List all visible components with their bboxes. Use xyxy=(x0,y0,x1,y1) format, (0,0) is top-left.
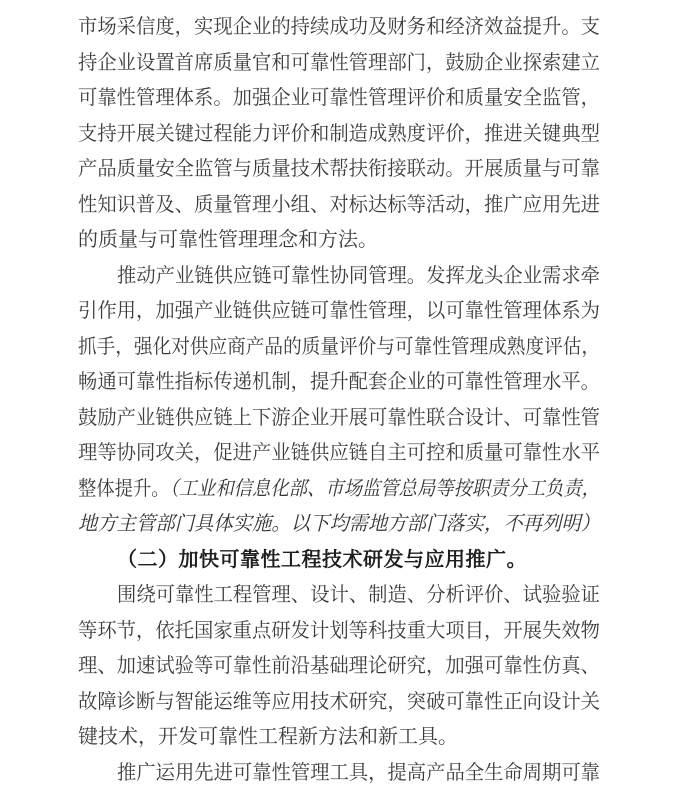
text-line xyxy=(78,294,600,330)
text-line xyxy=(78,436,600,472)
text-line-content xyxy=(117,756,600,792)
text-line xyxy=(78,10,600,46)
text-line-content xyxy=(78,223,378,259)
text-line-content xyxy=(78,472,600,508)
text-segment-song: 畅通可靠性指标传递机制，提升配套企业的可靠性管理水平。 xyxy=(78,371,600,393)
text-segment-song: 抓手，强化对供应商产品的质量评价与可靠性管理成熟度评估， xyxy=(78,335,600,358)
text-line xyxy=(78,614,600,650)
text-line-content xyxy=(117,259,600,295)
text-segment-song: 围绕可靠性工程管理、设计、制造、分析评价、试验验证 xyxy=(117,584,600,606)
text-line-content xyxy=(78,401,600,437)
text-line xyxy=(78,188,600,224)
text-line-content xyxy=(78,685,600,721)
text-line xyxy=(78,46,600,82)
text-segment-song: 引作用，加强产业链供应链可靠性管理，以可靠性管理体系为 xyxy=(78,300,600,322)
text-segment-song: 性知识普及、质量管理小组、对标达标等活动，推广应用先进 xyxy=(78,193,600,216)
text-line-content xyxy=(78,188,600,224)
text-line xyxy=(78,81,600,117)
text-segment-song: 的质量与可靠性管理理念和方法。 xyxy=(78,229,378,251)
text-line-content xyxy=(78,507,600,543)
text-line xyxy=(78,685,600,721)
text-line xyxy=(78,117,600,153)
text-line xyxy=(78,365,600,401)
text-line xyxy=(78,720,600,756)
text-line xyxy=(78,649,600,685)
text-segment-song: 推动产业链供应链可靠性协同管理。发挥龙头企业需求牵 xyxy=(117,264,600,287)
text-line-content xyxy=(78,365,600,401)
text-segment-kai: （工业和信息化部、市场监管总局等按职责分工负责， xyxy=(169,477,600,500)
text-line xyxy=(78,472,600,508)
text-line xyxy=(78,401,600,437)
text-segment-song: 支持开展关键过程能力评价和制造成熟度评价，推进关键典型 xyxy=(78,122,600,145)
text-segment-song: 鼓励产业链供应链上下游企业开展可靠性联合设计、可靠性管 xyxy=(78,406,600,429)
text-line-content xyxy=(78,720,458,756)
text-line-content xyxy=(78,330,600,366)
text-segment-song: 持企业设置首席质量官和可靠性管理部门，鼓励企业探索建立 xyxy=(78,51,600,74)
text-segment-kai: 地方主管部门具体实施。以下均需地方部门落实，不再列明） xyxy=(78,513,600,535)
text-line-content xyxy=(78,649,600,685)
text-line xyxy=(78,507,600,543)
text-segment-song: 理、加速试验等可靠性前沿基础理论研究，加强可靠性仿真、 xyxy=(78,655,600,677)
text-segment-song: 故障诊断与智能运维等应用技术研究，突破可靠性正向设计关 xyxy=(78,690,600,713)
text-segment-heading: （二）加快可靠性工程技术研发与应用推广。 xyxy=(117,548,527,571)
text-segment-song: 产品质量安全监管与质量技术帮扶衔接联动。开展质量与可靠 xyxy=(78,158,600,180)
text-line xyxy=(78,223,600,259)
text-line-content xyxy=(78,294,600,330)
text-line-content xyxy=(117,578,600,614)
text-line xyxy=(78,578,600,614)
text-line-content xyxy=(117,543,527,579)
text-line xyxy=(78,259,600,295)
text-line xyxy=(78,756,600,792)
text-line-content xyxy=(78,46,600,82)
document-body xyxy=(78,10,600,791)
text-line-content xyxy=(78,614,600,650)
text-line-content xyxy=(78,81,600,117)
text-line-content xyxy=(78,10,600,46)
text-segment-song: 推广运用先进可靠性管理工具，提高产品全生命周期可靠 xyxy=(117,761,600,784)
text-segment-song: 市场采信度，实现企业的持续成功及财务和经济效益提升。支 xyxy=(78,16,600,38)
section-heading xyxy=(78,543,600,579)
text-segment-song: 等环节，依托国家重点研发计划等科技重大项目，开展失效物 xyxy=(78,619,600,642)
text-line xyxy=(78,330,600,366)
text-line-content xyxy=(78,436,600,472)
text-segment-song: 键技术，开发可靠性工程新方法和新工具。 xyxy=(78,726,458,748)
text-segment-song: 理等协同攻关，促进产业链供应链自主可控和质量可靠性水平 xyxy=(78,442,600,464)
text-line-content xyxy=(78,117,600,153)
text-segment-song: 整体提升。 xyxy=(78,477,170,500)
text-line xyxy=(78,152,600,188)
text-line-content xyxy=(78,152,600,188)
text-segment-song: 可靠性管理体系。加强企业可靠性管理评价和质量安全监管， xyxy=(78,87,600,109)
